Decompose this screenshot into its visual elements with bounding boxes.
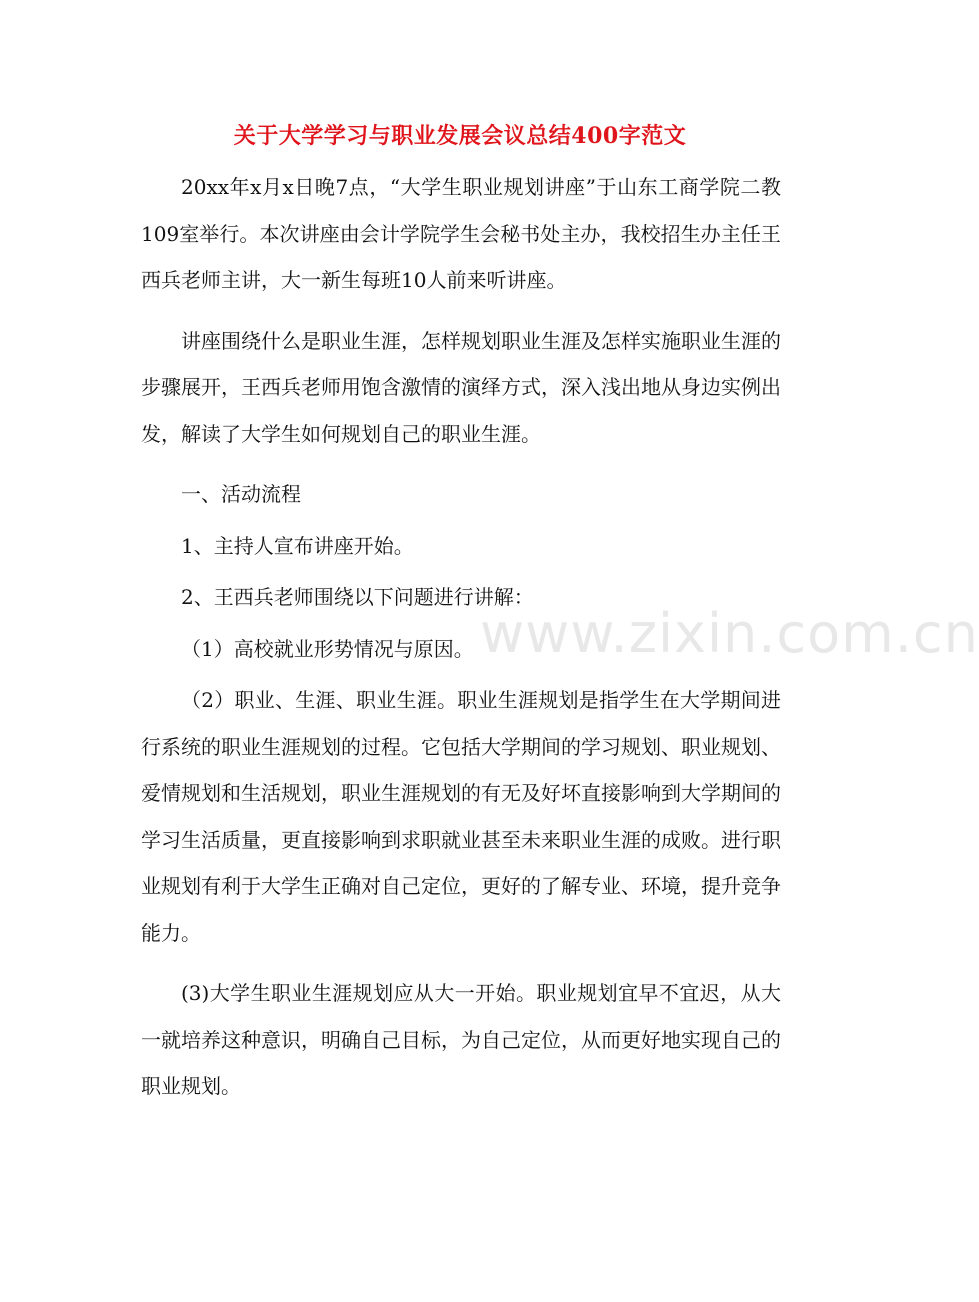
list-item: 2、王西兵老师围绕以下问题进行讲解： (181, 585, 534, 609)
sub-list-item: (3)大学生职业生涯规划应从大一开始。职业规划宜早不宜迟，从大一就培养这种意识，明确自己目标，为自己定位，从而更好地实现自己的职业规划。 (141, 981, 781, 1098)
paragraph-intro: 20xx年x月x日晚7点，“大学生职业规划讲座”于山东工商学院二教109室举行。本次讲座由会计学院学生会秘书处主办，我校招生办主任王西兵老师主讲，大一新生每班10人前来听讲座。 (141, 175, 781, 292)
document-title: 关于大学学习与职业发展会议总结400字范文 (233, 123, 687, 149)
section-heading: 一、活动流程 (181, 482, 301, 506)
sub-list-item: （1）高校就业形势情况与原因。 (181, 636, 474, 661)
paragraph-summary: 讲座围绕什么是职业生涯，怎样规划职业生涯及怎样实施职业生涯的步骤展开，王西兵老师用饱含激情的演绎方式，深入浅出地从身边实例出发，解读了大学生如何规划自己的职业生涯。 (141, 328, 781, 446)
watermark: www.zixin.com.cn (480, 602, 979, 665)
list-item: 1、主持人宣布讲座开始。 (181, 533, 414, 558)
sub-list-item: （2）职业、生涯、职业生涯。职业生涯规划是指学生在大学期间进行系统的职业生涯规划的过程。它包括大学期间的学习规划、职业规划、爱情规划和生活规划，职业生涯规划的有无及好坏直接影响到大学期间的学习生活质量，更直接影响到求职就业甚至未来职业生涯的成败。进行职业规划有利于大学生正确对自己定位，更好的了解专业、环境，提升竞争能力。 (141, 688, 781, 945)
